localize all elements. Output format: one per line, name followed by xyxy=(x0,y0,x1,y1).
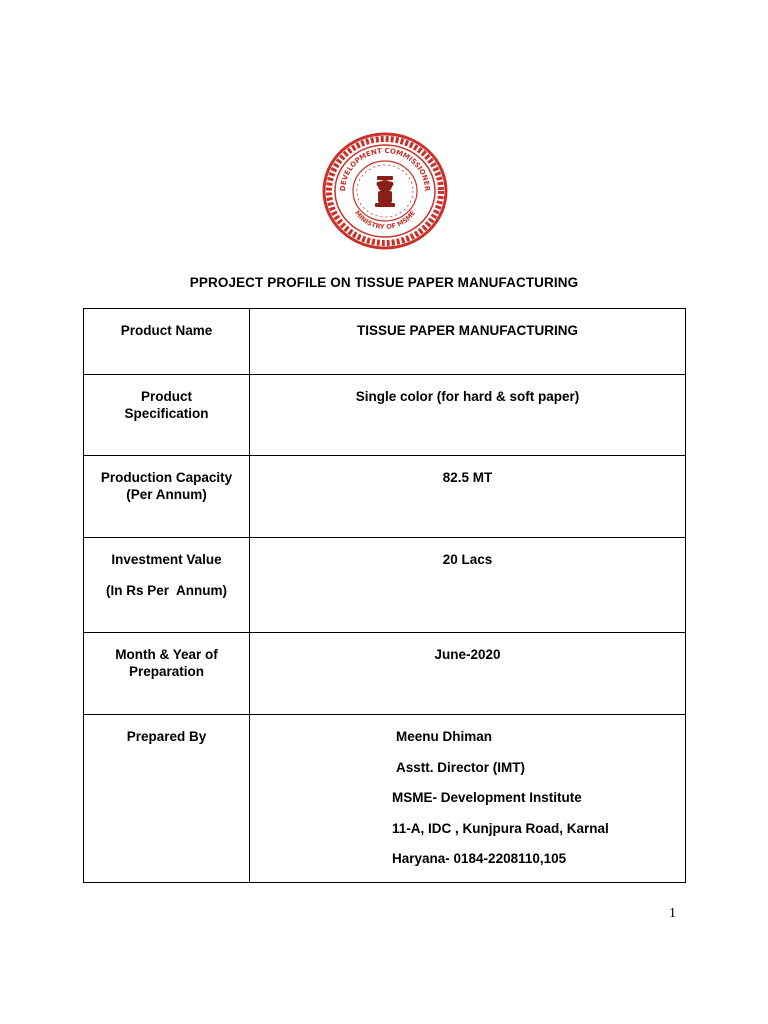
emblem-icon xyxy=(375,176,395,207)
page-title: PPROJECT PROFILE ON TISSUE PAPER MANUFACTURING xyxy=(189,275,579,290)
seal-bottom-text: MINISTRY OF MSME xyxy=(352,209,417,232)
label-line: Month & Year of xyxy=(115,647,218,662)
preparer-contact: Haryana- 0184-2208110,105 xyxy=(392,851,567,866)
seal-top-text: DEVELOPMENT COMMISSIONER xyxy=(338,146,432,192)
table-row xyxy=(84,375,686,456)
table-row xyxy=(84,633,686,715)
month-year-label xyxy=(84,633,250,715)
label-line: Investment Value xyxy=(111,552,222,567)
product-name-value: TISSUE PAPER MANUFACTURING xyxy=(250,309,686,375)
table-row xyxy=(84,456,686,538)
label-line: Production Capacity xyxy=(100,470,233,485)
label-line: Product xyxy=(140,389,192,404)
label-line: (In Rs Per Annum) xyxy=(105,582,227,598)
label-line: Specification xyxy=(124,405,209,421)
page-number: 1 xyxy=(669,906,676,921)
project-profile-table xyxy=(83,308,686,883)
prepared-by-details xyxy=(250,715,686,883)
table-row xyxy=(84,538,686,633)
product-name-label: Product Name xyxy=(84,309,250,375)
product-specification-label xyxy=(84,375,250,456)
preparer-address: 11-A, IDC , Kunjpura Road, Karnal xyxy=(392,820,609,836)
label-line: Preparation xyxy=(128,663,205,679)
production-capacity-label xyxy=(84,456,250,538)
msme-seal xyxy=(322,132,448,250)
label-line: (Per Annum) xyxy=(126,486,207,502)
preparer-organization: MSME- Development Institute xyxy=(392,790,582,805)
msme-seal-graphic xyxy=(322,132,448,250)
month-year-value: June-2020 xyxy=(250,633,686,715)
table-row xyxy=(84,309,686,375)
preparer-name: Meenu Dhiman xyxy=(396,729,493,744)
product-specification-value: Single color (for hard & soft paper) xyxy=(250,375,686,456)
investment-value-value: 20 Lacs xyxy=(250,538,686,633)
investment-value-label xyxy=(84,538,250,633)
production-capacity-value: 82.5 MT xyxy=(250,456,686,538)
table-row xyxy=(84,715,686,883)
preparer-designation: Asstt. Director (IMT) xyxy=(396,759,526,775)
prepared-by-label: Prepared By xyxy=(84,715,250,883)
